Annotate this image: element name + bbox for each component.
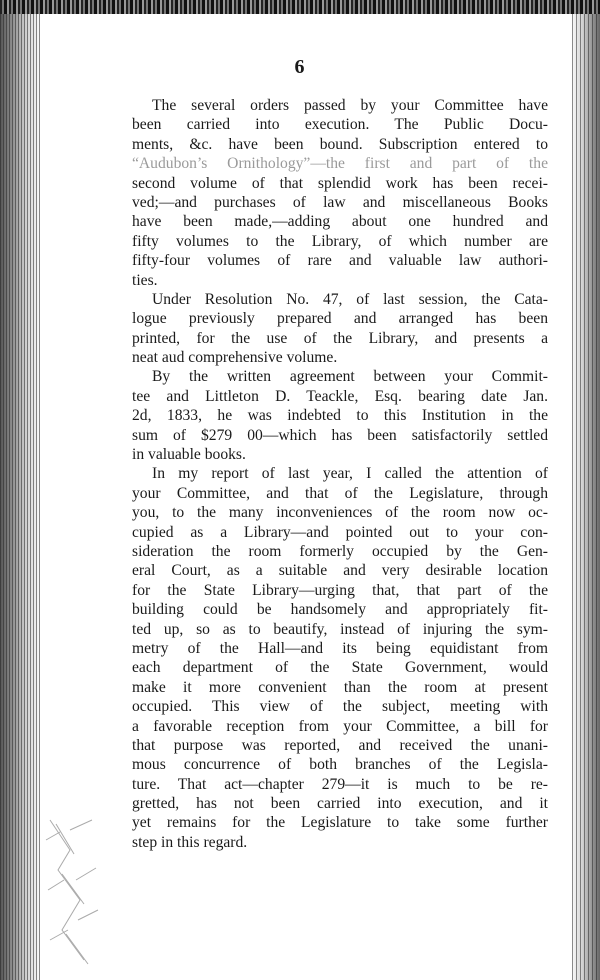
text-line: tee and Littleton D. Teackle, Esq. bearing date Jan. (132, 387, 548, 405)
text-line: ments, &c. have been bound. Subscription entered to (132, 135, 548, 153)
scan-edge-top (0, 0, 600, 14)
text-line: step in this regard. (132, 833, 248, 851)
text-line: 2d, 1833, he was indebted to this Institution in the (132, 407, 548, 425)
text-line: cupied as a Library—and pointed out to your con- (132, 523, 548, 541)
text-line: The several orders passed by your Committee have (152, 97, 548, 114)
text-line: ted up, so as to beautify, instead of injuring the sym- (132, 620, 548, 638)
text-line: building could be handsomely and appropriately fit- (132, 601, 548, 619)
text-line: logue previously prepared and arranged has been (132, 310, 548, 328)
text-line: mous concurrence of both branches of the Legisla- (132, 756, 548, 774)
text-line: In my report of last year, I called the attention of (152, 465, 548, 483)
text-line: ture. That act—chapter 279—it is much to be re- (132, 775, 548, 793)
scan-edge-right (572, 14, 600, 980)
text-line: By the written agreement between your Commit- (152, 368, 548, 386)
text-line: occupied. This view of the subject, meeting with (132, 698, 548, 716)
text-line: fifty volumes to the Library, of which number are (132, 232, 548, 250)
text-line: yet remains for the Legislature to take some further (132, 814, 548, 832)
text-line: metry of the Hall—and its being equidistant from (132, 639, 548, 657)
text-line: make it more convenient than the room at present (132, 678, 548, 696)
text-line: printed, for the use of the Library, and presents a (132, 329, 548, 347)
text-line: for the State Library—urging that, that part of the (132, 581, 548, 599)
text-line: neat aud comprehensive volume. (132, 349, 338, 367)
page-number: 6 (294, 56, 306, 78)
text-line: have been made,—adding about one hundred and (132, 213, 548, 231)
text-line: ties. (132, 271, 158, 289)
text-line: a favorable reception from your Committee, a bill for (132, 717, 548, 735)
text-line: been carried into execution. The Public Docu- (132, 116, 548, 134)
text-line: each department of the State Government, would (132, 659, 548, 677)
text-line: fifty-four volumes of rare and valuable law authori- (132, 252, 548, 270)
text-line: “Audubon’s Ornithology”—the first and part of the (132, 155, 548, 173)
margin-sketch-illustration (40, 810, 100, 970)
text-line: gretted, has not been carried into execution, and it (132, 795, 548, 813)
text-line: your Committee, and that of the Legislature, through (132, 484, 548, 502)
text-line: second volume of that splendid work has been recei- (132, 174, 548, 192)
body-text (132, 96, 548, 852)
text-line: you, to the many inconveniences of the room now oc- (132, 504, 548, 522)
text-line: ved;—and purchases of law and miscellaneous Books (132, 193, 548, 211)
text-line: sideration the room formerly occupied by the Gen- (132, 542, 548, 560)
text-line: Under Resolution No. 47, of last session, the Cata- (152, 290, 548, 308)
text-line: that purpose was reported, and received the unani- (132, 736, 548, 754)
text-line: in valuable books. (132, 446, 246, 464)
text-line: eral Court, as a suitable and very desirable location (132, 562, 548, 580)
text-line: sum of $279 00—which has been satisfactorily settled (132, 426, 548, 444)
scan-edge-left (0, 14, 40, 980)
